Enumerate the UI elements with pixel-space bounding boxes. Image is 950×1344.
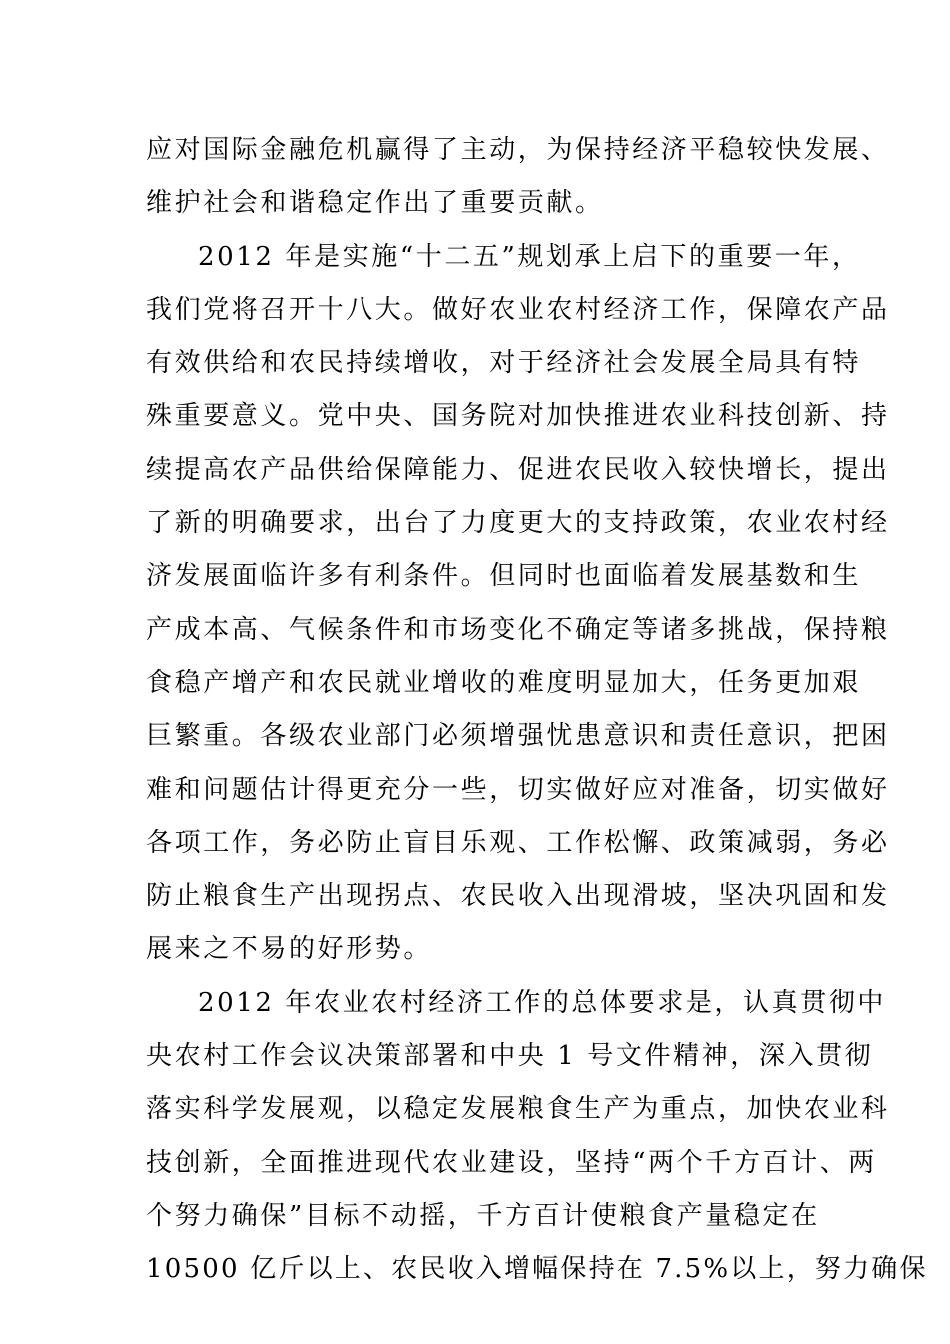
text-line: 济发展面临许多有利条件。但同时也面临着发展基数和生 [146,561,862,592]
text-line: 食稳产增产和农民就业增收的难度明显加大，任务更加艰 [146,667,862,698]
paragraph-start-line: 2012 年农业农村经济工作的总体要求是，认真贯彻中 [198,987,887,1018]
body-text [146,124,928,1297]
text-line: 有效供给和农民持续增收，对于经济社会发展全局具有特 [146,348,862,379]
text-line: 防止粮食生产出现拐点、农民收入出现滑坡，坚决巩固和发 [146,881,890,912]
text-line: 了新的明确要求，出台了力度更大的支持政策，农业农村经 [146,508,890,539]
text-line: 产成本高、气候条件和市场变化不确定等诸多挑战，保持粮 [146,614,890,645]
text-line: 技创新，全面推进现代农业建设，坚持“两个千方百计、两 [146,1147,877,1178]
text-line: 维护社会和谐稳定作出了重要贡献。 [146,188,604,219]
text-line: 落实科学发展观，以稳定发展粮食生产为重点，加快农业科 [146,1094,890,1125]
text-line: 各项工作，务必防止盲目乐观、工作松懈、政策减弱，务必 [146,827,890,858]
text-line: 巨繁重。各级农业部门必须增强忧患意识和责任意识，把困 [146,721,890,752]
text-line: 展来之不易的好形势。 [146,934,433,965]
text-line: 央农村工作会议决策部署和中央 1 号文件精神，深入贯彻 [146,1041,874,1072]
text-line: 我们党将召开十八大。做好农业农村经济工作，保障农产品 [146,294,890,325]
text-line: 难和问题估计得更充分一些，切实做好应对准备，切实做好 [146,774,890,805]
text-line: 10500 亿斤以上、农民收入增幅保持在 7.5%以上，努力确保 [146,1254,928,1285]
text-line: 续提高农产品供给保障能力、促进农民收入较快增长，提出 [146,454,890,485]
text-line: 殊重要意义。党中央、国务院对加快推进农业科技创新、持 [146,401,890,432]
text-line: 个努力确保”目标不动摇，千方百计使粮食产量稳定在 [146,1200,820,1231]
text-line: 应对国际金融危机赢得了主动，为保持经济平稳较快发展、 [146,135,890,165]
paragraph-start-line: 2012 年是实施“十二五”规划承上启下的重要一年， [198,241,861,272]
